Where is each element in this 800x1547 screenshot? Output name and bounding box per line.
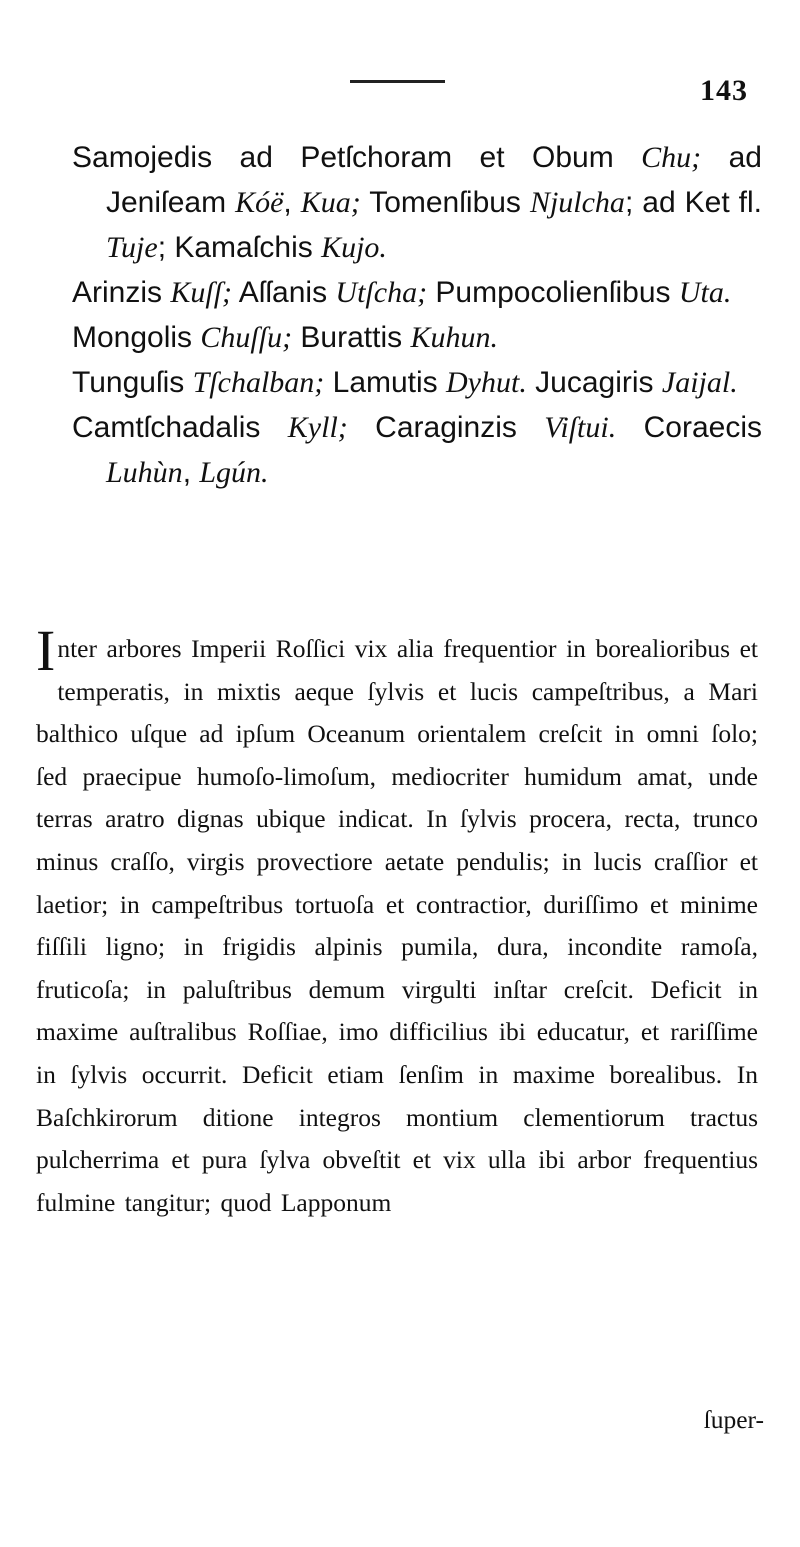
entry-text: Coraecis bbox=[616, 411, 762, 444]
vernacular-term: Viſtui. bbox=[544, 411, 617, 444]
entry-text: Aſſanis bbox=[232, 276, 336, 309]
vernacular-term: Jaijal. bbox=[661, 366, 738, 399]
entry-text: Burattis bbox=[292, 321, 411, 354]
vernacular-names-list bbox=[72, 135, 762, 495]
vernacular-term: Utſcha; bbox=[335, 276, 428, 309]
entry-text: ad Jeniſeam bbox=[106, 141, 762, 219]
drop-cap: I bbox=[36, 618, 56, 683]
vernacular-term: Chu; bbox=[641, 141, 702, 174]
vernacular-term: Lgún. bbox=[199, 456, 269, 489]
entry-text: , bbox=[182, 456, 200, 489]
entry-text: Tunguſis bbox=[72, 366, 193, 399]
entry-text: Pumpocolienſibus bbox=[427, 276, 679, 309]
entry-text: , bbox=[283, 186, 301, 219]
entry-text: Tomenſibus bbox=[360, 186, 530, 219]
name-entry bbox=[72, 270, 762, 315]
vernacular-term: Tſchalban; bbox=[192, 366, 325, 399]
entry-text: ; Kamaſchis bbox=[157, 231, 322, 264]
name-entry bbox=[72, 315, 762, 360]
vernacular-term: Kujo. bbox=[321, 231, 387, 264]
entry-text: ; ad Ket fl. bbox=[624, 186, 762, 219]
entry-text: Arinzis bbox=[72, 276, 171, 309]
vernacular-term: Njulcha bbox=[529, 186, 625, 219]
vernacular-term: Kyll; bbox=[287, 411, 348, 444]
name-entry bbox=[72, 135, 762, 270]
vernacular-term: Kua; bbox=[300, 186, 361, 219]
entry-text: Lamutis bbox=[324, 366, 447, 399]
name-entry bbox=[72, 360, 762, 405]
entry-text: Mongolis bbox=[72, 321, 201, 354]
page-number: 143 bbox=[700, 74, 748, 107]
header-rule bbox=[350, 80, 445, 83]
vernacular-term: Chuſſu; bbox=[200, 321, 293, 354]
entry-text: Camtſchadalis bbox=[72, 411, 288, 444]
vernacular-term: Kuſſ; bbox=[170, 276, 233, 309]
vernacular-term: Dyhut. bbox=[446, 366, 527, 399]
entry-text: Caraginzis bbox=[347, 411, 545, 444]
entry-text: Samojedis ad Petſchoram et Obum bbox=[72, 141, 642, 174]
vernacular-term: Kóë bbox=[235, 186, 284, 219]
vernacular-term: Luhùn bbox=[106, 456, 183, 489]
entry-text: Jucagiris bbox=[526, 366, 662, 399]
paragraph-text: nter arbores Imperii Roſſici vix alia frequentior in borealioribus et temperatis, in mixtis aeque ſylvis et lucis campeſtribus, a Mari balthico uſque ad ipſum Oceanum orientalem creſcit in omni ſolo; ſed praecipue humoſo-limoſum, mediocriter humidum amat, unde terras aratro dignas ubique indicat. In ſylvis procera, recta, trunco minus craſſo, virgis provectiore aetate pendulis; in lucis craſſior et laetior; in campeſtribus tortuoſa et contractior, duriſſimo et minime fiſſili ligno; in frigidis alpinis pumila, dura, incondite ramoſa, fruticoſa; in paluſtribus demum virgulti inſtar creſcit. Deficit in maxime auſtralibus Roſſiae, imo difficilius ibi educatur, et rariſſime in ſylvis occurrit. Deficit etiam ſenſim in maxime borealibus. In Baſchkirorum ditione integros montium clementiorum tractus pulcherrima et pura ſylva obveſtit et vix ulla ibi arbor frequentius fulmine tangitur; quod Lapponum bbox=[36, 634, 758, 1217]
vernacular-term: Tuje bbox=[106, 231, 158, 264]
vernacular-term: Uta. bbox=[678, 276, 732, 309]
catchword: ſuper- bbox=[703, 1405, 764, 1434]
name-entry bbox=[72, 405, 762, 495]
body-paragraph bbox=[36, 618, 758, 1224]
vernacular-term: Kuhun. bbox=[410, 321, 498, 354]
